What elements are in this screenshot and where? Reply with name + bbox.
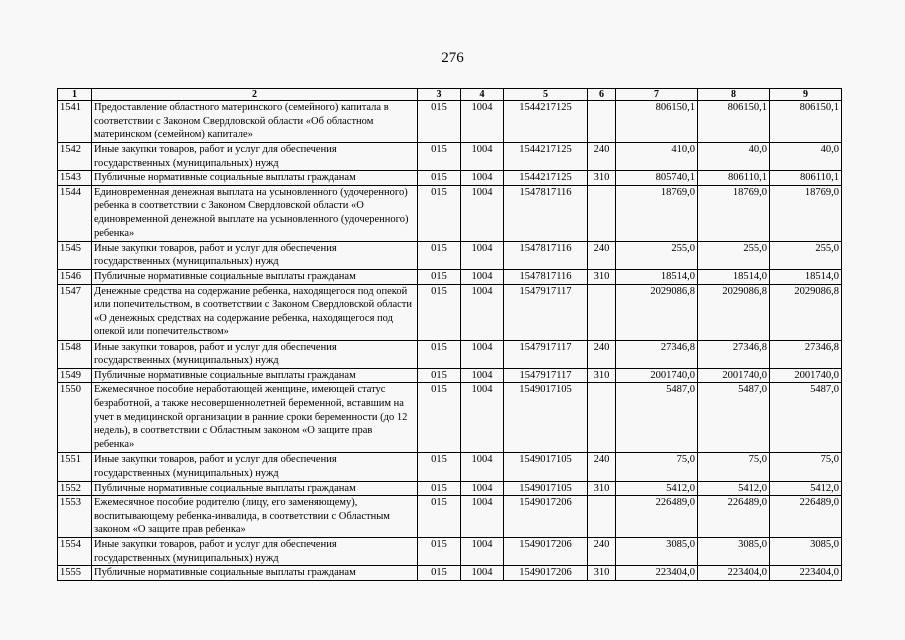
row-col7: 27346,8 <box>616 340 698 368</box>
row-number: 1543 <box>58 171 92 186</box>
header-cell: 5 <box>504 89 588 101</box>
row-col4: 1004 <box>461 185 504 241</box>
row-col9: 2029086,8 <box>770 284 842 340</box>
table-row <box>58 383 842 453</box>
row-col6: 310 <box>588 566 616 581</box>
row-col4: 1004 <box>461 538 504 566</box>
row-name: Ежемесячное пособие неработающей женщине, имеющей статус безработной, а также несовершеннолетней беременной, вставшим на учет в медицинской организации в ранние сроки беременности (до 12 недель), в соответствии с Областным законом «О защите прав ребенка» <box>92 383 418 453</box>
row-col3: 015 <box>418 185 461 241</box>
row-col4: 1004 <box>461 383 504 453</box>
table-row <box>58 269 842 284</box>
row-col4: 1004 <box>461 241 504 269</box>
table-row <box>58 340 842 368</box>
row-number: 1551 <box>58 453 92 481</box>
table-row <box>58 538 842 566</box>
row-number: 1541 <box>58 101 92 143</box>
row-col9: 226489,0 <box>770 496 842 538</box>
row-col9: 40,0 <box>770 143 842 171</box>
row-col6: 310 <box>588 481 616 496</box>
row-col4: 1004 <box>461 171 504 186</box>
row-col6: 240 <box>588 143 616 171</box>
row-col7: 18769,0 <box>616 185 698 241</box>
row-col5: 1549017105 <box>504 481 588 496</box>
table-row <box>58 496 842 538</box>
row-col6 <box>588 185 616 241</box>
row-name: Ежемесячное пособие родителю (лицу, его заменяющему), воспитывающему ребенка-инвалида, в соответствии с Областным законом «О защите прав ребенка» <box>92 496 418 538</box>
table-row <box>58 566 842 581</box>
row-col3: 015 <box>418 171 461 186</box>
row-col4: 1004 <box>461 481 504 496</box>
row-number: 1542 <box>58 143 92 171</box>
row-col7: 18514,0 <box>616 269 698 284</box>
table-row <box>58 185 842 241</box>
header-cell: 9 <box>770 89 842 101</box>
row-col3: 015 <box>418 481 461 496</box>
row-name: Иные закупки товаров, работ и услуг для обеспечения государственных (муниципальных) нужд <box>92 538 418 566</box>
row-number: 1546 <box>58 269 92 284</box>
row-name: Публичные нормативные социальные выплаты гражданам <box>92 269 418 284</box>
row-col3: 015 <box>418 383 461 453</box>
row-col3: 015 <box>418 453 461 481</box>
row-col4: 1004 <box>461 566 504 581</box>
page-number: 276 <box>441 50 464 66</box>
header-cell: 6 <box>588 89 616 101</box>
row-name: Публичные нормативные социальные выплаты гражданам <box>92 566 418 581</box>
row-col3: 015 <box>418 566 461 581</box>
row-col8: 18769,0 <box>698 185 770 241</box>
row-number: 1555 <box>58 566 92 581</box>
row-col3: 015 <box>418 284 461 340</box>
row-col4: 1004 <box>461 496 504 538</box>
row-col8: 5487,0 <box>698 383 770 453</box>
row-col8: 40,0 <box>698 143 770 171</box>
header-row <box>58 89 842 101</box>
row-col8: 806110,1 <box>698 171 770 186</box>
row-col7: 806150,1 <box>616 101 698 143</box>
row-col8: 806150,1 <box>698 101 770 143</box>
header-cell: 2 <box>92 89 418 101</box>
row-col6: 240 <box>588 340 616 368</box>
row-number: 1550 <box>58 383 92 453</box>
row-number: 1544 <box>58 185 92 241</box>
row-col3: 015 <box>418 538 461 566</box>
row-col6 <box>588 101 616 143</box>
row-col5: 1544217125 <box>504 101 588 143</box>
table-row <box>58 171 842 186</box>
row-col3: 015 <box>418 269 461 284</box>
table-row <box>58 284 842 340</box>
row-col5: 1549017105 <box>504 383 588 453</box>
row-col5: 1547917117 <box>504 368 588 383</box>
row-name: Иные закупки товаров, работ и услуг для обеспечения государственных (муниципальных) нужд <box>92 453 418 481</box>
row-number: 1547 <box>58 284 92 340</box>
header-cell: 4 <box>461 89 504 101</box>
row-col4: 1004 <box>461 368 504 383</box>
row-col5: 1547917117 <box>504 284 588 340</box>
table-row <box>58 453 842 481</box>
table-row <box>58 241 842 269</box>
row-col9: 3085,0 <box>770 538 842 566</box>
row-col7: 255,0 <box>616 241 698 269</box>
row-col5: 1547817116 <box>504 241 588 269</box>
row-col4: 1004 <box>461 101 504 143</box>
row-col9: 806110,1 <box>770 171 842 186</box>
row-col4: 1004 <box>461 284 504 340</box>
row-col5: 1549017105 <box>504 453 588 481</box>
row-col6: 310 <box>588 368 616 383</box>
row-col6: 310 <box>588 171 616 186</box>
row-col8: 223404,0 <box>698 566 770 581</box>
row-col8: 2001740,0 <box>698 368 770 383</box>
budget-table <box>57 88 842 581</box>
row-col9: 18514,0 <box>770 269 842 284</box>
row-col7: 805740,1 <box>616 171 698 186</box>
row-col9: 806150,1 <box>770 101 842 143</box>
row-name: Предоставление областного материнского (семейного) капитала в соответствии с Законом Свердловской области «Об областном материнском (семейном) капитале» <box>92 101 418 143</box>
row-col7: 223404,0 <box>616 566 698 581</box>
row-col5: 1547817116 <box>504 269 588 284</box>
row-name: Единовременная денежная выплата на усыновленного (удочеренного) ребенка в соответствии с Законом Свердловской области «О единовременной денежной выплате на усыновленного (удочеренного) ребенка» <box>92 185 418 241</box>
row-name: Денежные средства на содержание ребенка, находящегося под опекой или попечительством, в соответствии с Законом Свердловской области «О денежных средствах на содержание ребенка, находящегося под опекой или попечительством» <box>92 284 418 340</box>
row-number: 1554 <box>58 538 92 566</box>
row-col5: 1547917117 <box>504 340 588 368</box>
row-col3: 015 <box>418 496 461 538</box>
row-col5: 1544217125 <box>504 143 588 171</box>
row-col6: 240 <box>588 241 616 269</box>
header-cell: 8 <box>698 89 770 101</box>
row-col5: 1549017206 <box>504 566 588 581</box>
row-name: Иные закупки товаров, работ и услуг для обеспечения государственных (муниципальных) нужд <box>92 340 418 368</box>
row-name: Публичные нормативные социальные выплаты гражданам <box>92 171 418 186</box>
row-name: Публичные нормативные социальные выплаты гражданам <box>92 368 418 383</box>
row-number: 1552 <box>58 481 92 496</box>
row-col9: 255,0 <box>770 241 842 269</box>
row-col4: 1004 <box>461 143 504 171</box>
row-col3: 015 <box>418 241 461 269</box>
row-col6: 240 <box>588 538 616 566</box>
row-col6 <box>588 383 616 453</box>
row-col9: 5487,0 <box>770 383 842 453</box>
table-row <box>58 143 842 171</box>
row-col3: 015 <box>418 368 461 383</box>
row-col4: 1004 <box>461 453 504 481</box>
row-col7: 2029086,8 <box>616 284 698 340</box>
row-name: Иные закупки товаров, работ и услуг для обеспечения государственных (муниципальных) нужд <box>92 143 418 171</box>
row-col7: 3085,0 <box>616 538 698 566</box>
row-col9: 223404,0 <box>770 566 842 581</box>
row-col9: 75,0 <box>770 453 842 481</box>
row-col7: 5412,0 <box>616 481 698 496</box>
row-col9: 18769,0 <box>770 185 842 241</box>
row-col5: 1547817116 <box>504 185 588 241</box>
row-col8: 27346,8 <box>698 340 770 368</box>
row-col3: 015 <box>418 101 461 143</box>
row-col8: 2029086,8 <box>698 284 770 340</box>
row-col6: 240 <box>588 453 616 481</box>
row-number: 1548 <box>58 340 92 368</box>
row-col4: 1004 <box>461 340 504 368</box>
row-col3: 015 <box>418 143 461 171</box>
row-col8: 255,0 <box>698 241 770 269</box>
row-col4: 1004 <box>461 269 504 284</box>
row-col5: 1549017206 <box>504 538 588 566</box>
row-col9: 5412,0 <box>770 481 842 496</box>
row-col8: 5412,0 <box>698 481 770 496</box>
row-name: Публичные нормативные социальные выплаты гражданам <box>92 481 418 496</box>
row-col6 <box>588 284 616 340</box>
row-number: 1549 <box>58 368 92 383</box>
row-col5: 1544217125 <box>504 171 588 186</box>
table-row <box>58 101 842 143</box>
header-cell: 3 <box>418 89 461 101</box>
row-name: Иные закупки товаров, работ и услуг для обеспечения государственных (муниципальных) нужд <box>92 241 418 269</box>
row-col5: 1549017206 <box>504 496 588 538</box>
row-col7: 5487,0 <box>616 383 698 453</box>
row-col8: 3085,0 <box>698 538 770 566</box>
table-row <box>58 481 842 496</box>
row-col3: 015 <box>418 340 461 368</box>
row-col6: 310 <box>588 269 616 284</box>
row-col7: 75,0 <box>616 453 698 481</box>
table-row <box>58 368 842 383</box>
row-col8: 18514,0 <box>698 269 770 284</box>
row-col7: 226489,0 <box>616 496 698 538</box>
row-col8: 75,0 <box>698 453 770 481</box>
row-col6 <box>588 496 616 538</box>
row-col9: 27346,8 <box>770 340 842 368</box>
row-col8: 226489,0 <box>698 496 770 538</box>
header-cell: 7 <box>616 89 698 101</box>
row-number: 1553 <box>58 496 92 538</box>
row-col7: 410,0 <box>616 143 698 171</box>
header-cell: 1 <box>58 89 92 101</box>
row-col7: 2001740,0 <box>616 368 698 383</box>
row-col9: 2001740,0 <box>770 368 842 383</box>
row-number: 1545 <box>58 241 92 269</box>
